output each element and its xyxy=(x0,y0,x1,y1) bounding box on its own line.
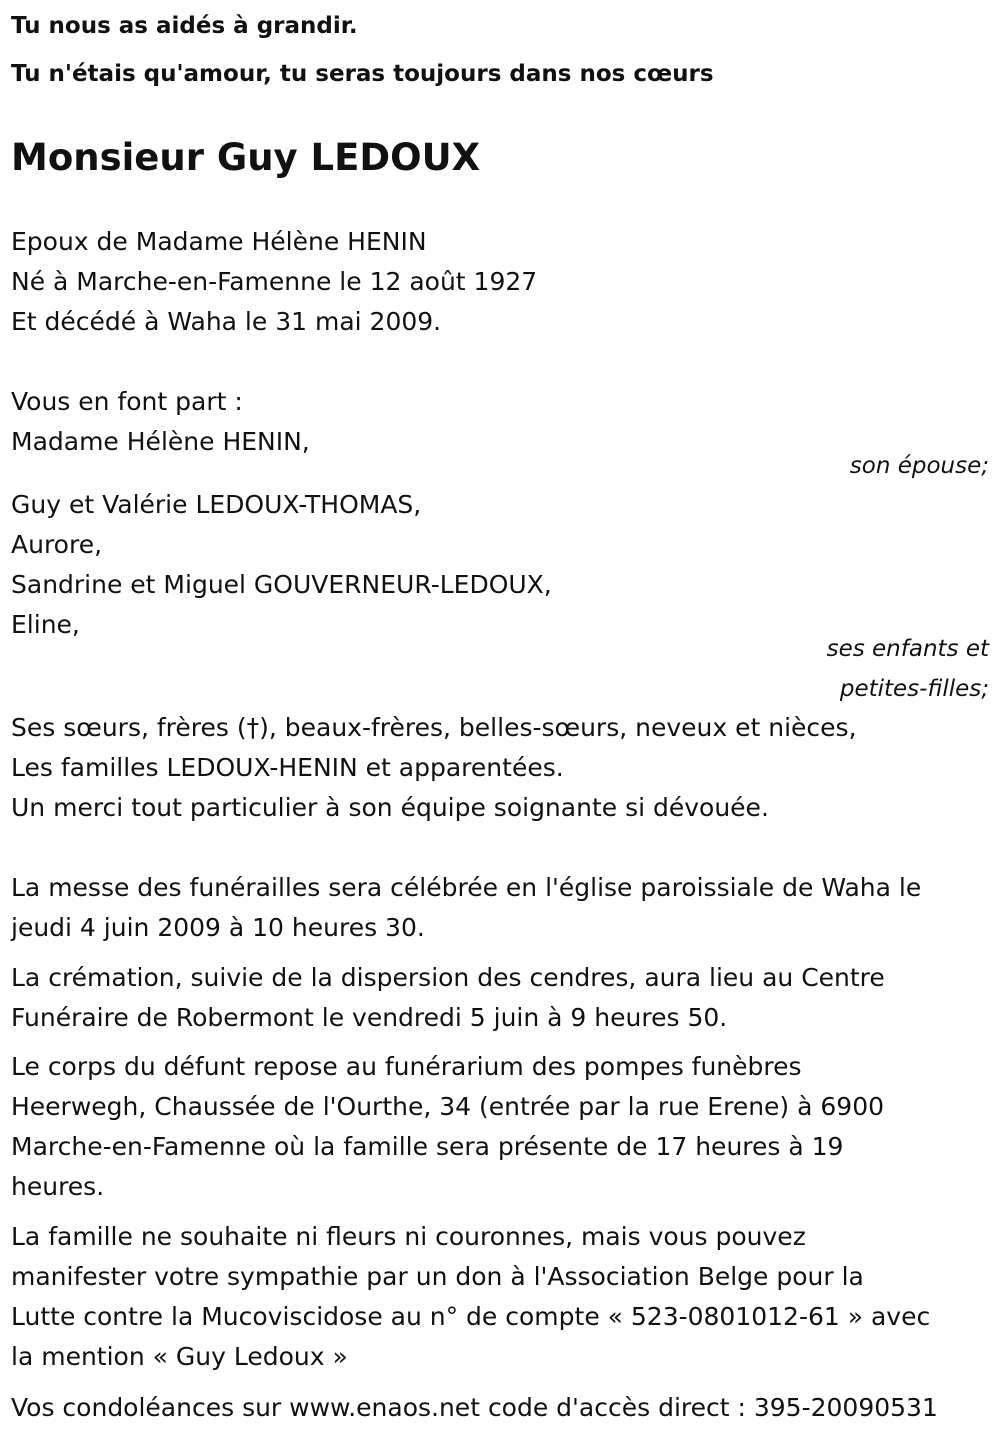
mass-line-1: La messe des funérailles sera célébrée en l'église paroissiale de Waha le xyxy=(11,873,922,902)
mass-line-2: jeudi 4 juin 2009 à 10 heures 30. xyxy=(11,913,425,942)
siblings-line: Ses sœurs, frères (†), beaux-frères, belles-sœurs, neveux et nièces, xyxy=(11,713,857,742)
flowers-line-2: manifester votre sympathie par un don à l'Association Belge pour la xyxy=(11,1262,864,1291)
children-role-line-2: petites-filles; xyxy=(839,676,989,702)
flowers-line-4: la mention « Guy Ledoux » xyxy=(11,1342,348,1371)
children-role-line-1: ses enfants et xyxy=(826,636,989,662)
body-line-1: Le corps du défunt repose au funérarium des pompes funèbres xyxy=(11,1052,802,1081)
birth-line: Né à Marche-en-Famenne le 12 août 1927 xyxy=(11,267,538,296)
spouse-line: Epoux de Madame Hélène HENIN xyxy=(11,227,427,256)
death-line: Et décédé à Waha le 31 mai 2009. xyxy=(11,307,442,336)
cremation-line-1: La crémation, suivie de la dispersion des cendres, aura lieu au Centre xyxy=(11,963,885,992)
epigraph-line-1: Tu nous as aidés à grandir. xyxy=(11,13,358,39)
announcer-child: Guy et Valérie LEDOUX-THOMAS, xyxy=(11,490,422,519)
announcer-spouse: Madame Hélène HENIN, xyxy=(11,427,310,456)
condolences-line: Vos condoléances sur www.enaos.net code d'accès direct : 395-20090531 xyxy=(11,1393,938,1422)
families-line: Les familles LEDOUX-HENIN et apparentées. xyxy=(11,753,564,782)
body-line-2: Heerwegh, Chaussée de l'Ourthe, 34 (entrée par la rue Erene) à 6900 xyxy=(11,1092,885,1121)
flowers-line-1: La famille ne souhaite ni fleurs ni couronnes, mais vous pouvez xyxy=(11,1222,806,1251)
epigraph-line-2: Tu n'étais qu'amour, tu seras toujours dans nos cœurs xyxy=(11,61,714,87)
thanks-line: Un merci tout particulier à son équipe soignante si dévouée. xyxy=(11,793,769,822)
announcer-child: Sandrine et Miguel GOUVERNEUR-LEDOUX, xyxy=(11,570,552,599)
flowers-line-3: Lutte contre la Mucoviscidose au n° de compte « 523-0801012-61 » avec xyxy=(11,1302,931,1331)
body-line-4: heures. xyxy=(11,1172,105,1201)
spouse-role: son épouse; xyxy=(849,453,989,479)
announcer-child: Aurore, xyxy=(11,530,103,559)
announcers-intro: Vous en font part : xyxy=(11,387,243,416)
cremation-line-2: Funéraire de Robermont le vendredi 5 juin à 9 heures 50. xyxy=(11,1003,728,1032)
body-line-3: Marche-en-Famenne où la famille sera présente de 17 heures à 19 xyxy=(11,1132,844,1161)
deceased-name: Monsieur Guy LEDOUX xyxy=(11,136,481,179)
announcer-child: Eline, xyxy=(11,610,80,639)
